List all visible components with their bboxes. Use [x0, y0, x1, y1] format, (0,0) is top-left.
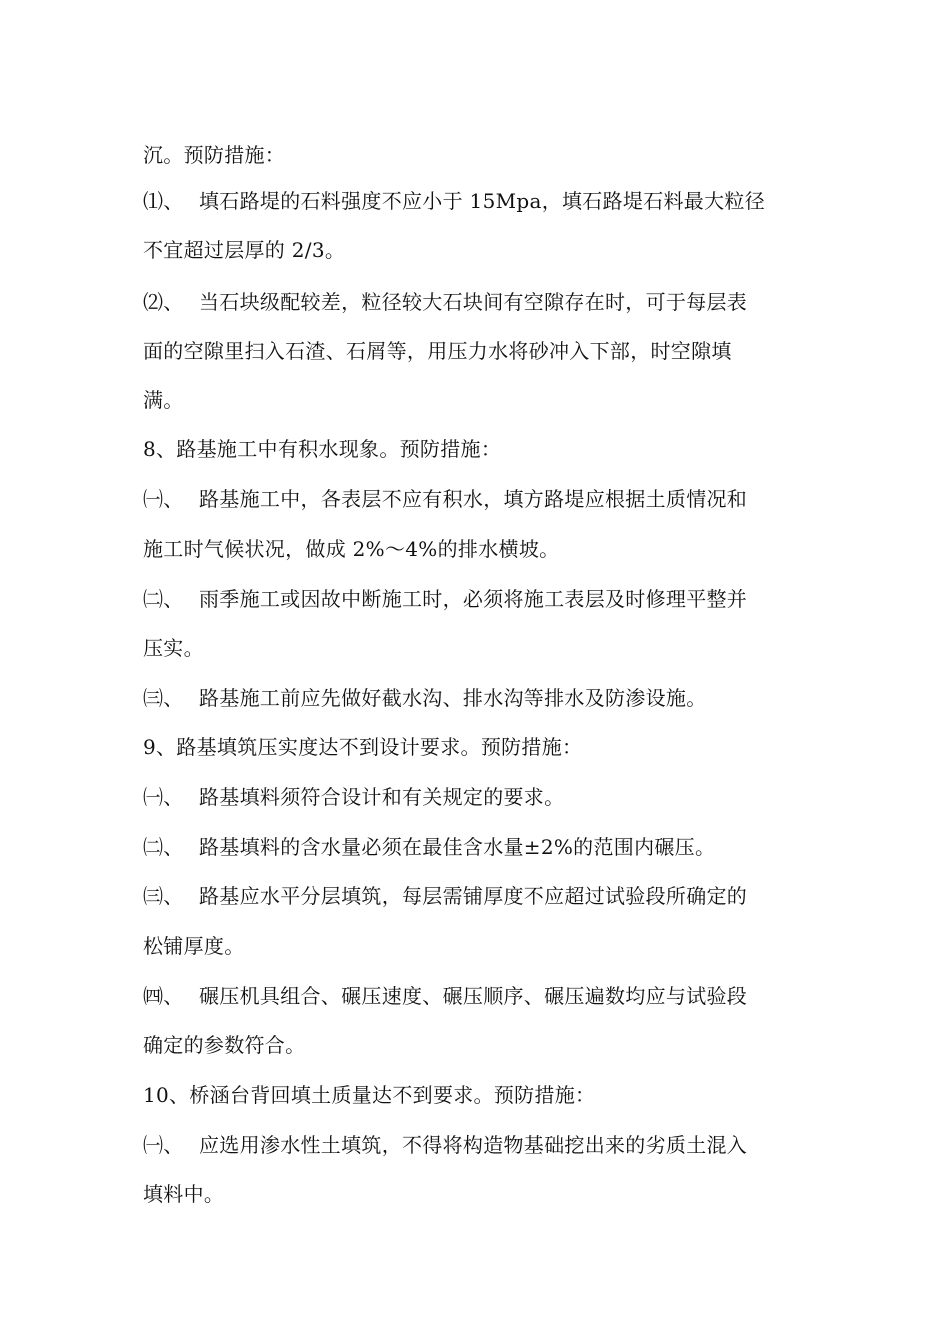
line-text: 沉。预防措施：	[143, 143, 286, 167]
line-text: 填料中。	[143, 1182, 225, 1206]
line-text: 应选用渗水性土填筑，不得将构造物基础挖出来的劣质土混入	[199, 1133, 748, 1157]
line-text: 松铺厚度。	[143, 934, 245, 958]
line-text: 不宜超过层厚的 2/3。	[143, 238, 346, 262]
item-number: ㈠、	[143, 785, 184, 809]
text-line	[143, 585, 823, 613]
text-line	[143, 337, 823, 365]
line-text: 满。	[143, 388, 184, 412]
item-number: ㈣、	[143, 984, 184, 1008]
line-text: 路基应水平分层填筑，每层需铺厚度不应超过试验段所确定的	[199, 884, 748, 908]
line-text: 路基填料须符合设计和有关规定的要求。	[199, 785, 565, 809]
line-text: 确定的参数符合。	[143, 1033, 306, 1057]
text-line	[143, 634, 823, 662]
item-number: ㈡、	[143, 835, 184, 859]
line-text: 碾压机具组合、碾压速度、碾压顺序、碾压遍数均应与试验段	[199, 984, 748, 1008]
text-line	[143, 932, 823, 960]
text-line	[143, 386, 823, 414]
text-line	[143, 288, 823, 316]
line-text: 路基填料的含水量必须在最佳含水量±2%的范围内碾压。	[199, 835, 716, 859]
text-line	[143, 187, 823, 215]
text-line	[143, 141, 823, 169]
text-line	[143, 833, 823, 861]
item-number: ⑴、	[143, 189, 184, 213]
item-number: ㈡、	[143, 587, 184, 611]
line-text: 8、路基施工中有积水现象。预防措施：	[143, 437, 502, 461]
line-text: 面的空隙里扫入石渣、石屑等，用压力水将砂冲入下部，时空隙填	[143, 339, 732, 363]
text-line	[143, 783, 823, 811]
line-text: 施工时气候状况，做成 2%～4%的排水横坡。	[143, 537, 560, 561]
line-text: 9、路基填筑压实度达不到设计要求。预防措施：	[143, 735, 583, 759]
text-line	[143, 684, 823, 712]
line-text: 雨季施工或因故中断施工时，必须将施工表层及时修理平整并	[199, 587, 748, 611]
text-line	[143, 535, 823, 563]
line-text: 10、桥涵台背回填土质量达不到要求。预防措施：	[143, 1083, 596, 1107]
section-heading	[143, 1081, 823, 1109]
text-line	[143, 236, 823, 264]
text-line	[143, 1031, 823, 1059]
section-heading	[143, 435, 823, 463]
line-text: 路基施工前应先做好截水沟、排水沟等排水及防渗设施。	[199, 686, 707, 710]
text-line	[143, 1131, 823, 1159]
line-text: 当石块级配较差，粒径较大石块间有空隙存在时，可于每层表	[199, 290, 748, 314]
line-text: 填石路堤的石料强度不应小于 15Mpa，填石路堤石料最大粒径	[199, 189, 766, 213]
text-line	[143, 882, 823, 910]
item-number: ㈢、	[143, 686, 184, 710]
text-line	[143, 1180, 823, 1208]
line-text: 路基施工中，各表层不应有积水，填方路堤应根据土质情况和	[199, 487, 748, 511]
line-text: 压实。	[143, 636, 204, 660]
section-heading	[143, 733, 823, 761]
item-number: ㈠、	[143, 487, 184, 511]
text-line	[143, 485, 823, 513]
item-number: ㈢、	[143, 884, 184, 908]
text-line	[143, 982, 823, 1010]
item-number: ⑵、	[143, 290, 184, 314]
item-number: ㈠、	[143, 1133, 184, 1157]
